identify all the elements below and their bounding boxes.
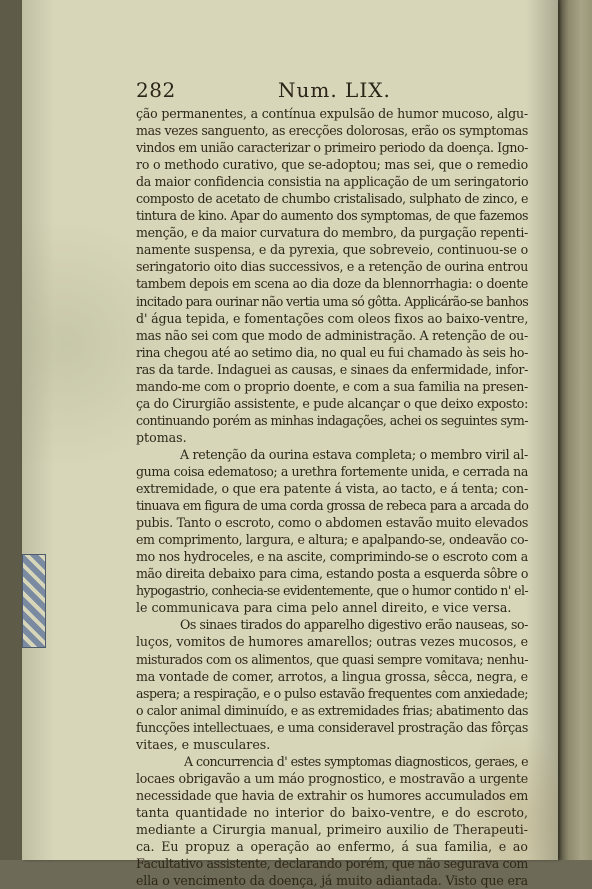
color-calibration-tab	[22, 554, 46, 648]
text-line: extremidade, o que era patente á vista, ao tacto, e á tenta; con-	[136, 481, 528, 497]
text-line: ma vontade de comer, arrotos, a lingua grossa, sêcca, negra, e	[136, 668, 528, 684]
text-line: ras da tarde. Indaguei as causas, e sinaes da enfermidade, infor-	[136, 361, 528, 377]
text-line: mão direita debaixo para cima, estando posta a esquerda sôbre o	[136, 566, 528, 582]
text-line: necessidade que havia de extrahir os humores accumulados em	[136, 787, 529, 803]
text-line: composto de acetato de chumbo cristalisado, sulphato de zinco, e	[136, 191, 528, 207]
text-line: ptomas.	[136, 429, 187, 445]
text-line: mando-me com o proprio doente, e com a sua familia na presen-	[136, 378, 528, 394]
text-line: ção permanentes, a contínua expulsão de humor mucoso, algu-	[136, 106, 528, 121]
text-line: guma coisa edematoso; a urethra fortemente unida, e cerrada na	[136, 463, 528, 479]
text-line: mo nos hydroceles, e na ascite, comprimindo-se o escroto com a	[136, 549, 528, 565]
text-line: ro o methodo curativo, que se-adoptou; mas sei, que o remedio	[136, 157, 528, 173]
text-line: misturados com os alimentos, que quasi sempre vomitava; nenhu-	[136, 651, 528, 667]
text-line: d' água tepida, e fomentações com oleos fixos ao baixo-ventre,	[136, 310, 529, 326]
text-line: tanta quantidade no interior do baixo-ventre, e do escroto,	[136, 804, 528, 820]
text-line: luços, vomitos de humores amarellos; outras vezes mucosos, e	[136, 634, 528, 650]
text-line: funcções intellectuaes, e uma consideravel prostração das fôrças	[136, 719, 528, 735]
text-line: ca. Eu propuz a operação ao enfermo, á sua familia, e ao	[136, 839, 528, 855]
text-line: vitaes, e musculares.	[136, 736, 271, 752]
text-line: da maior confidencia consistia na applicação de um seringatorio	[136, 174, 529, 190]
adjacent-page-edge	[556, 0, 592, 860]
text-line: ça do Cirurgião assistente, e pude alcançar o que deixo exposto:	[136, 395, 528, 411]
text-line: em comprimento, largura, e altura; e apalpando-se, ondeavão co-	[136, 532, 528, 548]
text-line: continuando porém as minhas indagações, achei os seguintes sym-	[136, 412, 528, 428]
page-number: 282	[136, 78, 176, 102]
text-line: menção, e da maior curvatura do membro, da purgação repenti-	[136, 225, 528, 241]
text-line: mediante a Cirurgia manual, primeiro auxilio de Therapeuti-	[136, 821, 528, 837]
text-line: le communicava para cima pelo annel direito, e vice versa.	[136, 600, 512, 616]
text-line: namente suspensa, e da pyrexia, que sobreveio, continuou-se o	[136, 242, 528, 258]
text-line: tinuava em figura de uma corda grossa de rebeca para a arcada do	[136, 498, 529, 514]
text-line: tintura de kino. Apar do aumento dos symptomas, de que fazemos	[136, 208, 528, 224]
text-line: aspera; a respiração, e o pulso estavão frequentes com anxiedade;	[136, 685, 528, 701]
text-line: o calor animal diminuído, e as extremidades frias; abatimento das	[136, 702, 528, 718]
text-line: mas não sei com que modo de administração. A retenção de ou-	[136, 327, 528, 343]
text-line: Facultativo assistente, declarando porém, que não segurava com	[136, 856, 528, 872]
text-line: mas vezes sanguento, as erecções dolorosas, erão os symptomas	[136, 123, 528, 139]
text-line: seringatorio oito dias successivos, e a retenção de ourina entrou	[136, 259, 528, 275]
text-line: ella o vencimento da doença, já muito adiantada. Visto que era	[136, 873, 528, 889]
text-line: A concurrencia d' estes symptomas diagnosticos, geraes, e	[184, 753, 528, 769]
text-line: tambem depois em scena ao dia doze da blennorrhagia: o doente	[136, 276, 528, 292]
body-text	[136, 105, 528, 889]
text-line: hypogastrio, conhecia-se evidentemente, que o humor contido n' el-	[136, 583, 528, 599]
text-line: Os sinaes tirados do apparelho digestivo erão nauseas, so-	[180, 617, 528, 633]
text-line: A retenção da ourina estava completa; o membro viril al-	[180, 446, 528, 462]
text-line: locaes obrigavão a um máo prognostico, e mostravão a urgente	[136, 770, 528, 786]
text-line: rina chegou até ao setimo dia, no qual eu fui chamado às seis ho-	[136, 344, 528, 360]
text-line: vindos em união caracterizar o primeiro periodo da doença. Igno-	[136, 140, 528, 156]
text-line: pubis. Tanto o escroto, como o abdomen estavão muito elevados	[136, 515, 528, 531]
text-line: incitado para ourinar não vertia uma só gôtta. Applicárão-se banhos	[136, 293, 528, 309]
page-heading: Num. LIX.	[278, 78, 391, 102]
page-header	[136, 78, 528, 106]
